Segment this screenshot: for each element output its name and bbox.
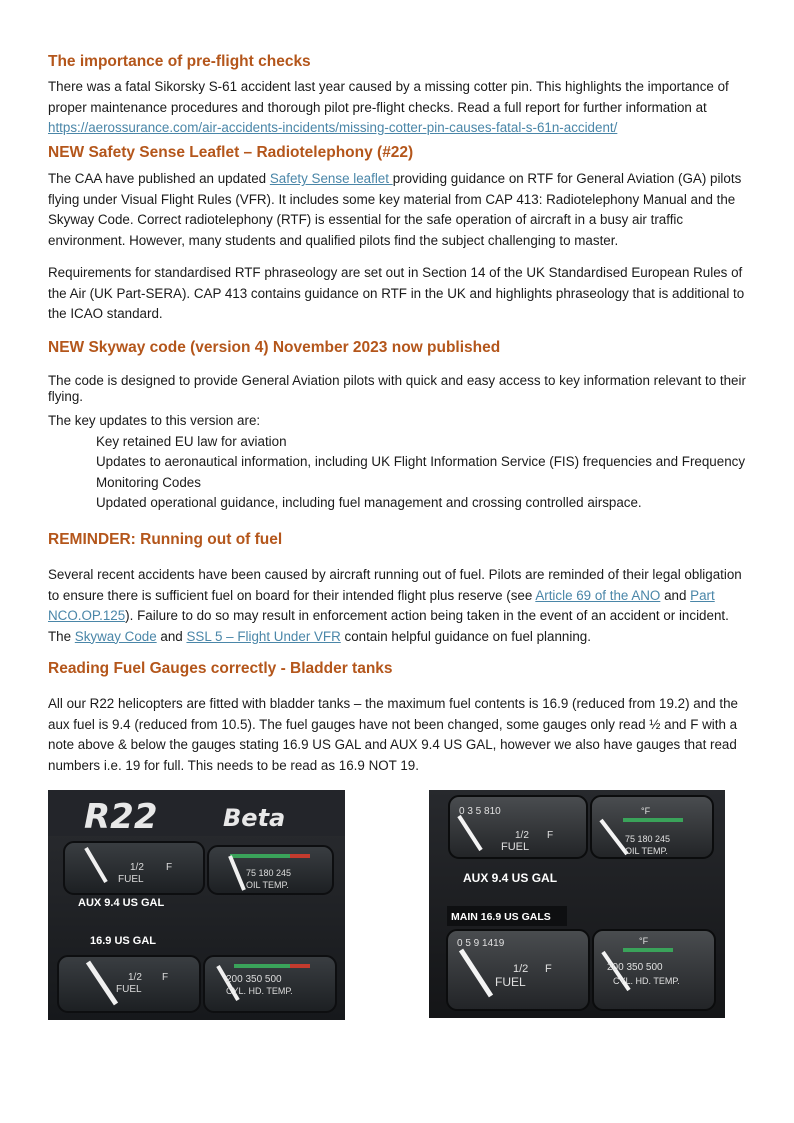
oil-temp-label: OIL TEMP.: [246, 880, 289, 890]
safety-sense-paragraph-2: Requirements for standardised RTF phraseology are set out in Section 14 of the UK Standardised European Rules of the Air (UK Part-SERA). CAP 413 contains guidance on RTF in the UK and highlights phraseology that is additional to the ICAO standard.: [48, 265, 745, 321]
safety-sense-leaflet-link[interactable]: Safety Sense leaflet: [269, 171, 393, 186]
aux-half-mark: 1/2: [130, 862, 144, 873]
skyway-update-item: Updated operational guidance, including fuel management and crossing controlled airspace.: [96, 495, 642, 510]
oil-temp-scale-2: 75 180 245: [625, 834, 671, 844]
aux-fuel-label: FUEL: [118, 874, 144, 885]
heading-fuel-gauges: Reading Fuel Gauges correctly - Bladder tanks: [48, 660, 393, 677]
section-preflight-checks: [48, 52, 748, 139]
main-numbered-scale: 0 5 9 1419: [457, 938, 505, 949]
heading-skyway-code: NEW Skyway code (version 4) November 2023 now published: [48, 339, 501, 356]
aerossurance-report-link[interactable]: https://aerossurance.com/air-accidents-incidents/missing-cotter-pin-causes-fatal-s-61n-accident/: [48, 120, 618, 135]
numbered-gauge-photo: [429, 790, 725, 1018]
r22-brand-logo: R22: [84, 797, 158, 837]
cyl-green-arc-2: [623, 948, 673, 952]
part-nco-op-125-link[interactable]: Part NCO.OP.125: [48, 587, 715, 623]
beta-model-logo: Beta: [223, 804, 286, 832]
main-fuel-label-2: FUEL: [495, 975, 526, 989]
main-full-mark: F: [162, 972, 169, 983]
oil-temp-scale: 75 180 245: [246, 868, 292, 878]
cyl-green-arc: [234, 964, 290, 968]
main-half-mark-2: 1/2: [513, 963, 529, 975]
section-fuel-gauges: [48, 659, 748, 776]
cyl-temp-scale-2: 200 350 500: [607, 962, 663, 973]
main-gal-label-2: MAIN 16.9 US GALS: [451, 911, 551, 923]
section-safety-sense: [48, 143, 748, 325]
safety-sense-paragraph-1: The CAA have published an updated Safety Sense leaflet providing guidance on RTF for General Aviation (GA) pilots flying under Visual Flight Rules (VFR). It includes some key material from CAP 413: Radiotelephony Manual and the Skyway Code. Correct radiotelephony (RTF) is essential for the safe operation of aircraft in a busy air traffic environment. However, many students and qualified pilots find the subject challenging to master.: [48, 171, 742, 248]
cyl-temp-scale: 200 350 500: [226, 974, 282, 985]
heading-safety-sense: NEW Safety Sense Leaflet – Radiotelephony (#22): [48, 144, 414, 161]
heading-preflight-checks: The importance of pre-flight checks: [48, 53, 311, 70]
main-full-mark-2: F: [545, 963, 552, 975]
aux-gal-label: AUX 9.4 US GAL: [78, 897, 165, 909]
aux-fuel-label-2: FUEL: [501, 841, 530, 853]
section-skyway-code: [48, 338, 748, 514]
skyway-paragraph-1: The code is designed to provide General Aviation pilots with quick and easy access to key information relevant to their flying.: [48, 373, 746, 404]
aux-gal-label-2: AUX 9.4 US GAL: [463, 871, 558, 885]
fuel-reminder-paragraph: Several recent accidents have been caused by aircraft running out of fuel. Pilots are reminded of their legal obligation to ensure there is sufficient fuel on board for their intended flight plus reserve (see Article 69 of the ANO and Part NCO.OP.125). Failure to do so may result in enforcement action being taken in the event of an accident or incident. The Skyway Code and SSL 5 – Flight Under VFR contain helpful guidance on fuel planning.: [48, 567, 742, 644]
cyl-temp-label-2: CYL. HD. TEMP.: [613, 976, 680, 986]
oil-green-arc: [230, 854, 290, 858]
oil-temp-label-2: OIL TEMP.: [625, 846, 668, 856]
aux-full-mark: F: [166, 862, 173, 873]
r22-beta-gauge-photo: [48, 790, 345, 1020]
fuel-gauges-paragraph: All our R22 helicopters are fitted with bladder tanks – the maximum fuel contents is 16.9 (reduced from 19.2) and the aux fuel is 9.4 (reduced from 10.5). The fuel gauges have not been changed, some gauges only read ½ and F with a note above & below the gauges stating 16.9 US GAL and AUX 9.4 US GAL, however we also have gauges that read numbers i.e. 19 for full. This needs to be read as 16.9 NOT 19.: [48, 696, 738, 773]
cyl-deg-mark: °F: [639, 936, 649, 946]
main-gal-label: 16.9 US GAL: [90, 935, 157, 947]
skyway-code-link[interactable]: Skyway Code: [74, 628, 157, 644]
section-running-out-of-fuel: [48, 530, 748, 647]
oil-deg-mark: °F: [641, 806, 651, 816]
skyway-paragraph-2: The key updates to this version are:: [48, 413, 261, 428]
cyl-temp-label: CYL. HD. TEMP.: [226, 986, 293, 996]
aux-full-mark-2: F: [547, 830, 554, 841]
oil-green-arc-2: [623, 818, 683, 822]
skyway-update-item: Key retained EU law for aviation: [96, 433, 287, 449]
article-69-ano-link[interactable]: Article 69 of the ANO: [535, 587, 661, 603]
oil-red-arc: [290, 854, 310, 858]
aux-numbered-scale: 0 3 5 810: [459, 806, 501, 817]
skyway-update-item: Updates to aeronautical information, including UK Flight Information Service (FIS) frequencies and Frequency Monitoring Codes: [96, 454, 746, 490]
cyl-red-arc: [290, 964, 310, 968]
preflight-paragraph: There was a fatal Sikorsky S-61 accident last year caused by a missing cotter pin. This highlights the importance of proper maintenance procedures and thorough pilot pre-flight checks. Read a full report for further information at https://aerossurance.com/air-accidents-incidents/missing-cotter-pin-causes-fatal-s-61n-accident/: [48, 79, 729, 135]
main-fuel-label: FUEL: [116, 984, 142, 995]
heading-running-out-of-fuel: REMINDER: Running out of fuel: [48, 531, 283, 548]
aux-half-mark-2: 1/2: [515, 830, 529, 841]
main-half-mark: 1/2: [128, 972, 142, 983]
ssl-5-link[interactable]: SSL 5 – Flight Under VFR: [186, 628, 341, 644]
